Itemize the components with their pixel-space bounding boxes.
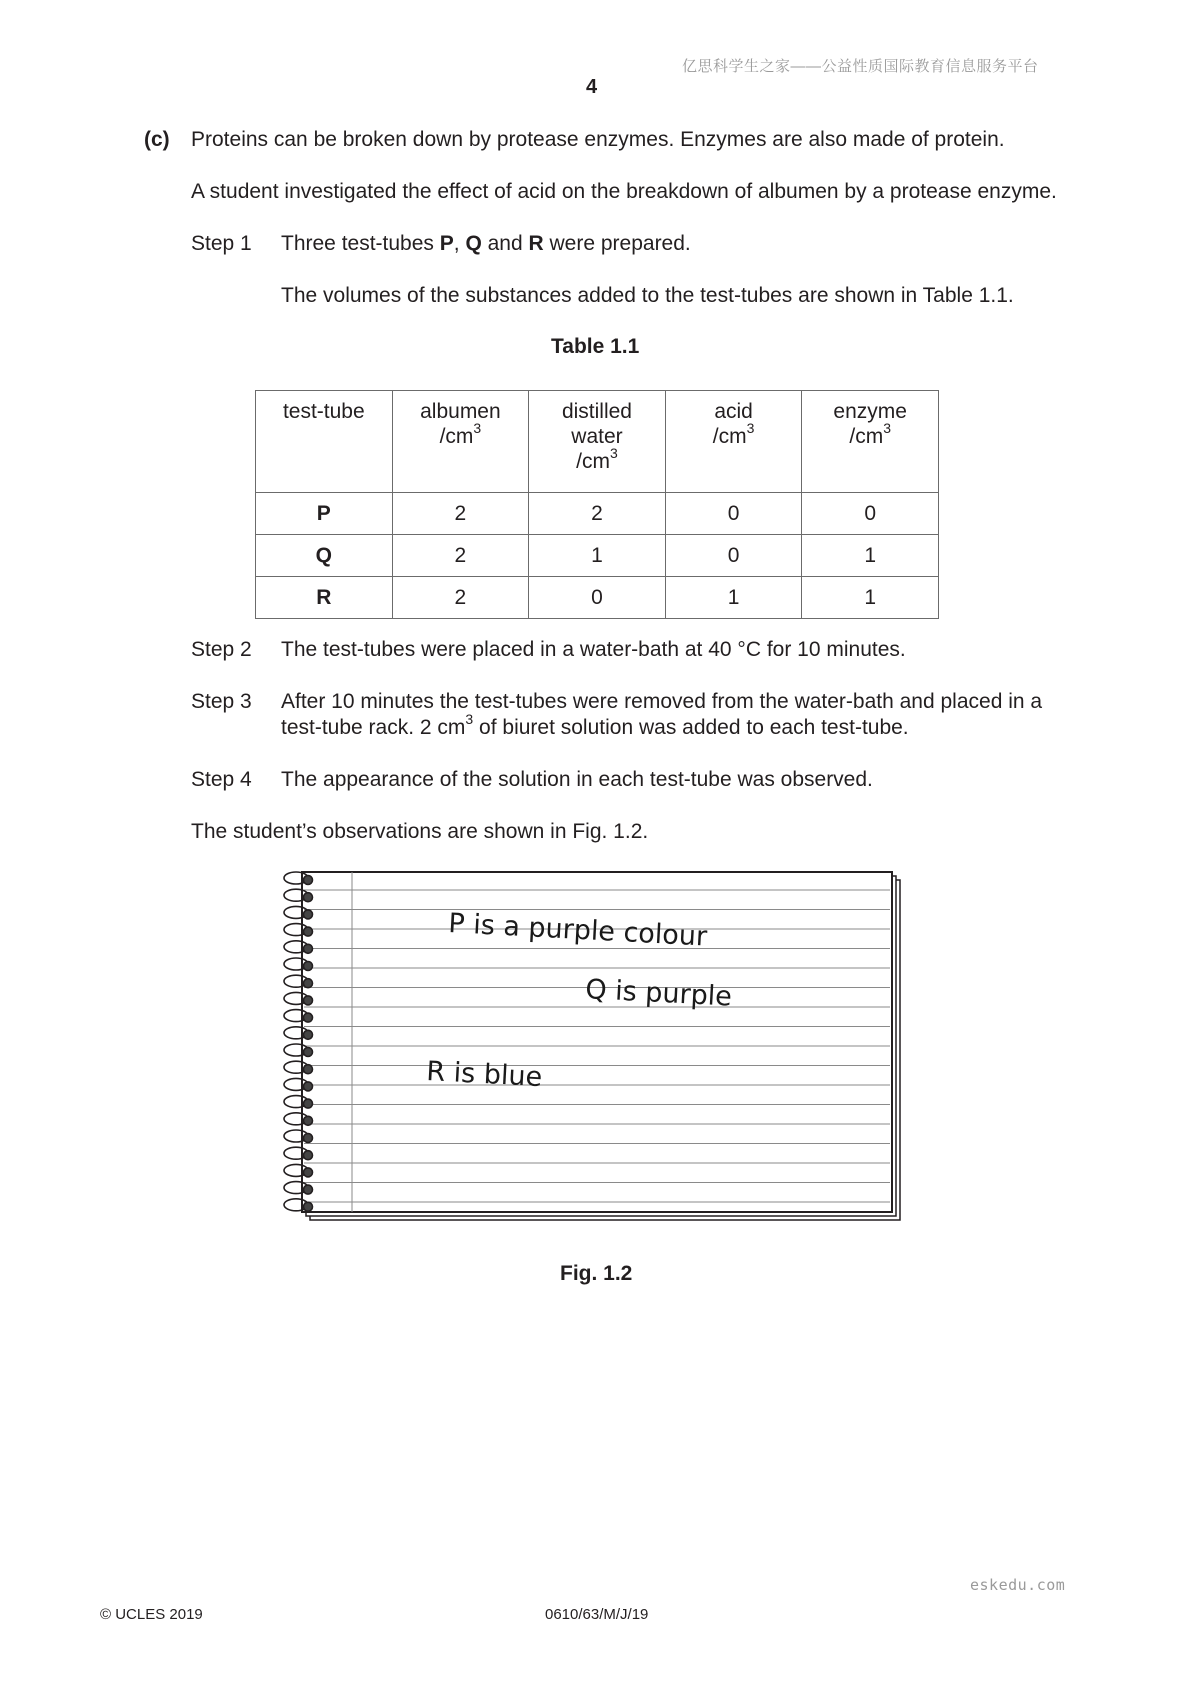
intro-line-1: Proteins can be broken down by protease enzymes. Enzymes are also made of protein. — [191, 128, 1005, 151]
page-number: 4 — [586, 76, 598, 98]
spiral-hole — [304, 1134, 313, 1143]
tube-q-ref: Q — [465, 232, 482, 255]
spiral-hole — [304, 1013, 313, 1022]
cell-acid: 0 — [665, 535, 802, 577]
spiral-hole — [304, 1082, 313, 1091]
header-enzyme: enzyme $/cm^3$ — [802, 391, 939, 493]
cell-acid: 1 — [665, 577, 802, 619]
table-header-row — [256, 391, 939, 493]
spiral-hole — [304, 996, 313, 1005]
spiral-hole — [304, 1099, 313, 1108]
spiral-hole — [304, 1116, 313, 1125]
spiral-hole — [304, 1202, 313, 1211]
question-part-label: (c) — [144, 128, 170, 151]
spiral-hole — [304, 876, 313, 885]
cell-enzyme: 1 — [802, 535, 939, 577]
header-distilled-water: distilled water $/cm^3$ — [529, 391, 666, 493]
intro-line-2: A student investigated the effect of acid on the breakdown of albumen by a protease enzyme. — [191, 180, 1057, 203]
step2-text: The test-tubes were placed in a water-bath at 40 °C for 10 minutes. — [281, 638, 906, 661]
observations-intro: The student’s observations are shown in Fig. 1.2. — [191, 820, 649, 843]
cell-tube: R — [256, 577, 393, 619]
table-row — [256, 577, 939, 619]
step4-label: Step 4 — [191, 768, 252, 791]
table-row — [256, 493, 939, 535]
footer-site: eskedu.com — [970, 1576, 1066, 1594]
step3-label: Step 3 — [191, 690, 252, 713]
spiral-hole — [304, 1185, 313, 1194]
spiral-hole — [304, 1065, 313, 1074]
step1-text: Three test-tubes P, Q and R were prepared. — [281, 232, 691, 255]
tube-p-ref: P — [439, 232, 454, 255]
spiral-hole — [304, 893, 313, 902]
figure-caption: Fig. 1.2 — [560, 1262, 633, 1285]
step2-label: Step 2 — [191, 638, 252, 661]
cell-albumen: 2 — [392, 577, 529, 619]
spiral-hole — [304, 1168, 313, 1177]
step1-label: Step 1 — [191, 232, 252, 255]
cell-water: 0 — [529, 577, 666, 619]
step1-line2: The volumes of the substances added to the test-tubes are shown in Table 1.1. — [281, 284, 1014, 307]
cell-albumen: 2 — [392, 535, 529, 577]
header-albumen: albumen $/cm^3$ — [392, 391, 529, 493]
observation-q: Q is purple — [584, 974, 733, 1013]
cell-tube: P — [256, 493, 393, 535]
step3-line2: test-tube rack. 2 $cm^3$ of biuret solution was added to each test-tube. — [281, 711, 909, 739]
spiral-hole — [304, 927, 313, 936]
spiral-hole — [304, 1048, 313, 1057]
watermark-text: 亿思科学生之家——公益性质国际教育信息服务平台 — [682, 58, 1039, 75]
tube-r-ref: R — [528, 232, 544, 255]
cell-enzyme: 1 — [802, 577, 939, 619]
header-acid: acid $/cm^3$ — [665, 391, 802, 493]
spiral-hole — [304, 962, 313, 971]
table-row — [256, 535, 939, 577]
header-test-tube: test-tube — [256, 391, 393, 493]
cell-acid: 0 — [665, 493, 802, 535]
notebook-figure — [280, 868, 910, 1224]
spiral-hole — [304, 1151, 313, 1160]
results-table — [255, 390, 939, 619]
spiral-hole — [304, 979, 313, 988]
observation-r: R is blue — [425, 1056, 543, 1094]
spiral-hole — [304, 1030, 313, 1039]
step3-line1: After 10 minutes the test-tubes were removed from the water-bath and placed in a — [281, 690, 1043, 713]
cell-tube: Q — [256, 535, 393, 577]
spiral-hole — [304, 910, 313, 919]
footer-code: 0610/63/M/J/19 — [545, 1606, 649, 1623]
cell-albumen: 2 — [392, 493, 529, 535]
footer-copyright: © UCLES 2019 — [100, 1606, 203, 1623]
step4-text: The appearance of the solution in each test-tube was observed. — [281, 768, 873, 791]
cell-enzyme: 0 — [802, 493, 939, 535]
cell-water: 1 — [529, 535, 666, 577]
spiral-hole — [304, 944, 313, 953]
observation-p: P is a purple colour — [447, 908, 708, 953]
table-caption: Table 1.1 — [551, 335, 640, 358]
cell-water: 2 — [529, 493, 666, 535]
